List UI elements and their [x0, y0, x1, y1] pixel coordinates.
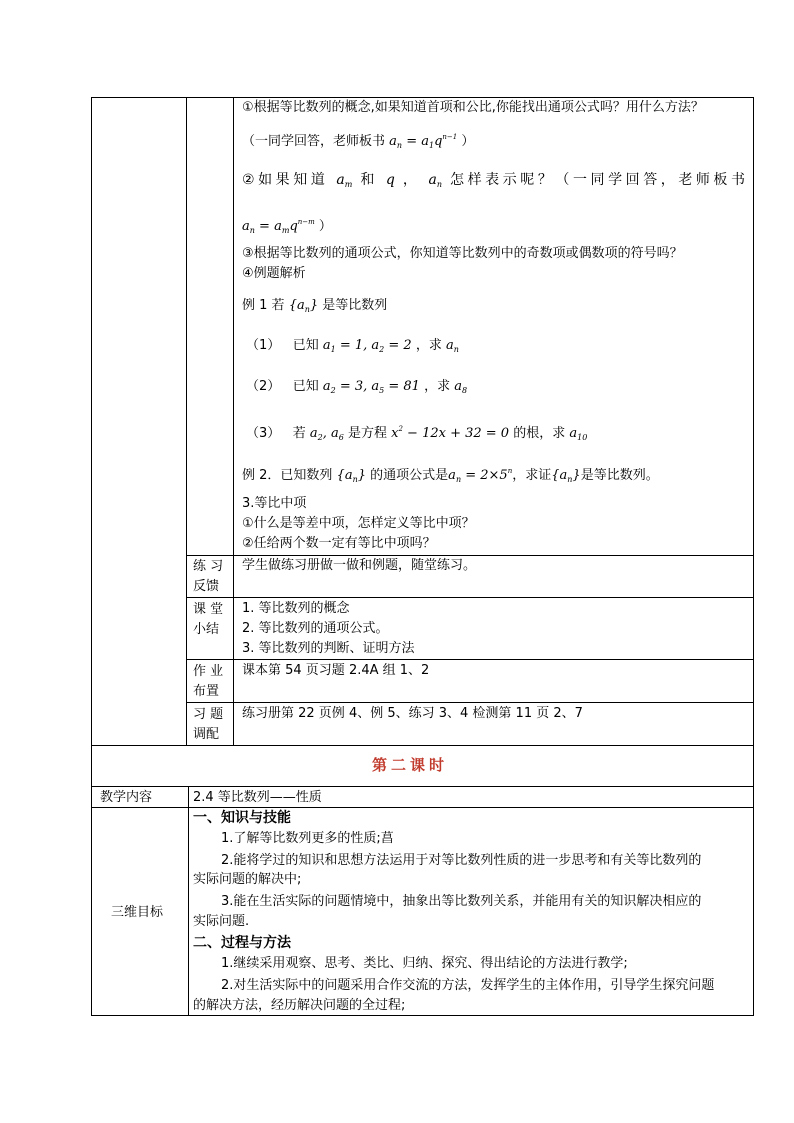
homework-content: 课本第 54 页习题 2.4A 组 1、2: [242, 663, 430, 678]
goal-1: 1.了解等比数列更多的性质;菖: [221, 831, 394, 846]
goals-heading-2: 二、过程与方法: [193, 935, 291, 951]
row-divider-summary: [186, 597, 754, 598]
summary-item-3: 3. 等比数列的判断、证明方法: [242, 641, 415, 656]
question-1: ①根据等比数列的概念,如果知道首项和公比,你能找出通项公式吗？用什么方法？: [242, 100, 704, 115]
mean-title: 3.等比中项: [242, 496, 307, 511]
row-divider-homework: [186, 659, 754, 660]
example-1-item-1: （1） 已知 $a_1 = 1$, $a_2 = 2$ ，求 $a_n$: [246, 338, 459, 354]
content-label: 教学内容: [100, 790, 153, 805]
goals-label: 三维目标: [111, 905, 164, 920]
homework-label: 作 业 布置: [193, 664, 224, 699]
formula-general-term: $a_n = a_1q^{n-1}$: [389, 133, 458, 150]
question-1-note: （一同学回答，老师板书 $a_n = a_1q^{n-1}$ ）: [242, 133, 475, 150]
goal-3-line-1: 3.能在生活实际的问题情境中，抽象出等比数列关系，并能用有关的知识解决相应的: [221, 894, 702, 909]
question-4: ④例题解析: [242, 266, 306, 281]
summary-item-2: 2. 等比数列的通项公式。: [242, 621, 389, 636]
process-2-line-2: 的解决方法，经历解决问题的全过程;: [193, 998, 406, 1013]
question-3: ③根据等比数列的通项公式，你知道等比数列中的奇数项或偶数项的符号吗？: [242, 246, 683, 261]
process-1: 1.继续采用观察、思考、类比、归纳、探究、得出结论的方法进行教学;: [221, 956, 628, 971]
summary-label: 课 堂 小结: [193, 602, 224, 637]
row-divider-lesson2: [91, 745, 754, 746]
question-2: ②如果知道 $a_m$ 和 q ， $a_n$ 怎样表示呢？（一同学回答，老师板书: [242, 172, 745, 189]
goal-2-line-1: 2.能将学过的知识和思想方法运用于对等比数列性质的进一步思考和有关等比数列的: [221, 853, 702, 868]
content-value: 2.4 等比数列——性质: [193, 790, 322, 805]
exercise-label: 习 题 调配: [193, 707, 224, 742]
mean-question-1: ①什么是等差中项，怎样定义等比中项？: [242, 516, 475, 531]
col1-divider-lower: [188, 786, 189, 1016]
exercise-content: 练习册第 22 页例 4、例 5、练习 3、4 检测第 11 页 2、7: [242, 706, 583, 721]
practice-content: 学生做练习册做一做和例题，随堂练习。: [242, 558, 477, 573]
mean-question-2: ②任给两个数一定有等比中项吗？: [242, 536, 436, 551]
summary-item-1: 1. 等比数列的概念: [242, 601, 350, 616]
example-1-item-3: （3） 若 $a_2$, $a_6$ 是方程 $x^2 - 12x + 32 = 0$ 的根，求 $a_{10}$: [246, 425, 588, 442]
table-border-top: [91, 97, 754, 98]
process-2-line-1: 2.对生活实际中的问题采用合作交流的方法，发挥学生的主体作用，引导学生探究问题: [221, 978, 715, 993]
col2-divider: [233, 97, 234, 745]
row-divider-practice: [186, 555, 754, 556]
question-2-note: $a_n = a_mq^{n-m}$ ）: [242, 218, 332, 235]
goal-2-line-2: 实际问题的解决中;: [193, 872, 302, 887]
example-1-item-2: （2） 已知 $a_2 = 3$, $a_5 = 81$ ，求 $a_8$: [246, 379, 468, 395]
row-divider-goals: [91, 807, 754, 808]
practice-label: 练 习 反馈: [193, 559, 224, 594]
row-divider-exercise: [186, 702, 754, 703]
lesson2-title: 第二课时: [372, 756, 449, 774]
goal-3-line-2: 实际问题.: [193, 914, 250, 929]
row-divider-content: [91, 786, 754, 787]
example-1: 例 1 若 $\{a_n\}$ 是等比数列: [242, 298, 388, 314]
goals-heading-1: 一、知识与技能: [193, 810, 291, 826]
table-border-bottom: [91, 1015, 754, 1016]
table-border-left: [91, 97, 92, 1016]
formula-nm-term: $a_n = a_mq^{n-m}$: [242, 218, 315, 235]
example-2: 例 2．已知数列 $\{a_n\}$ 的通项公式是$a_n = 2\times 5^n$，求证$\{a_n\}$是等比数列。: [242, 467, 659, 484]
table-border-right: [753, 97, 754, 1016]
col1-divider-upper: [186, 97, 187, 745]
